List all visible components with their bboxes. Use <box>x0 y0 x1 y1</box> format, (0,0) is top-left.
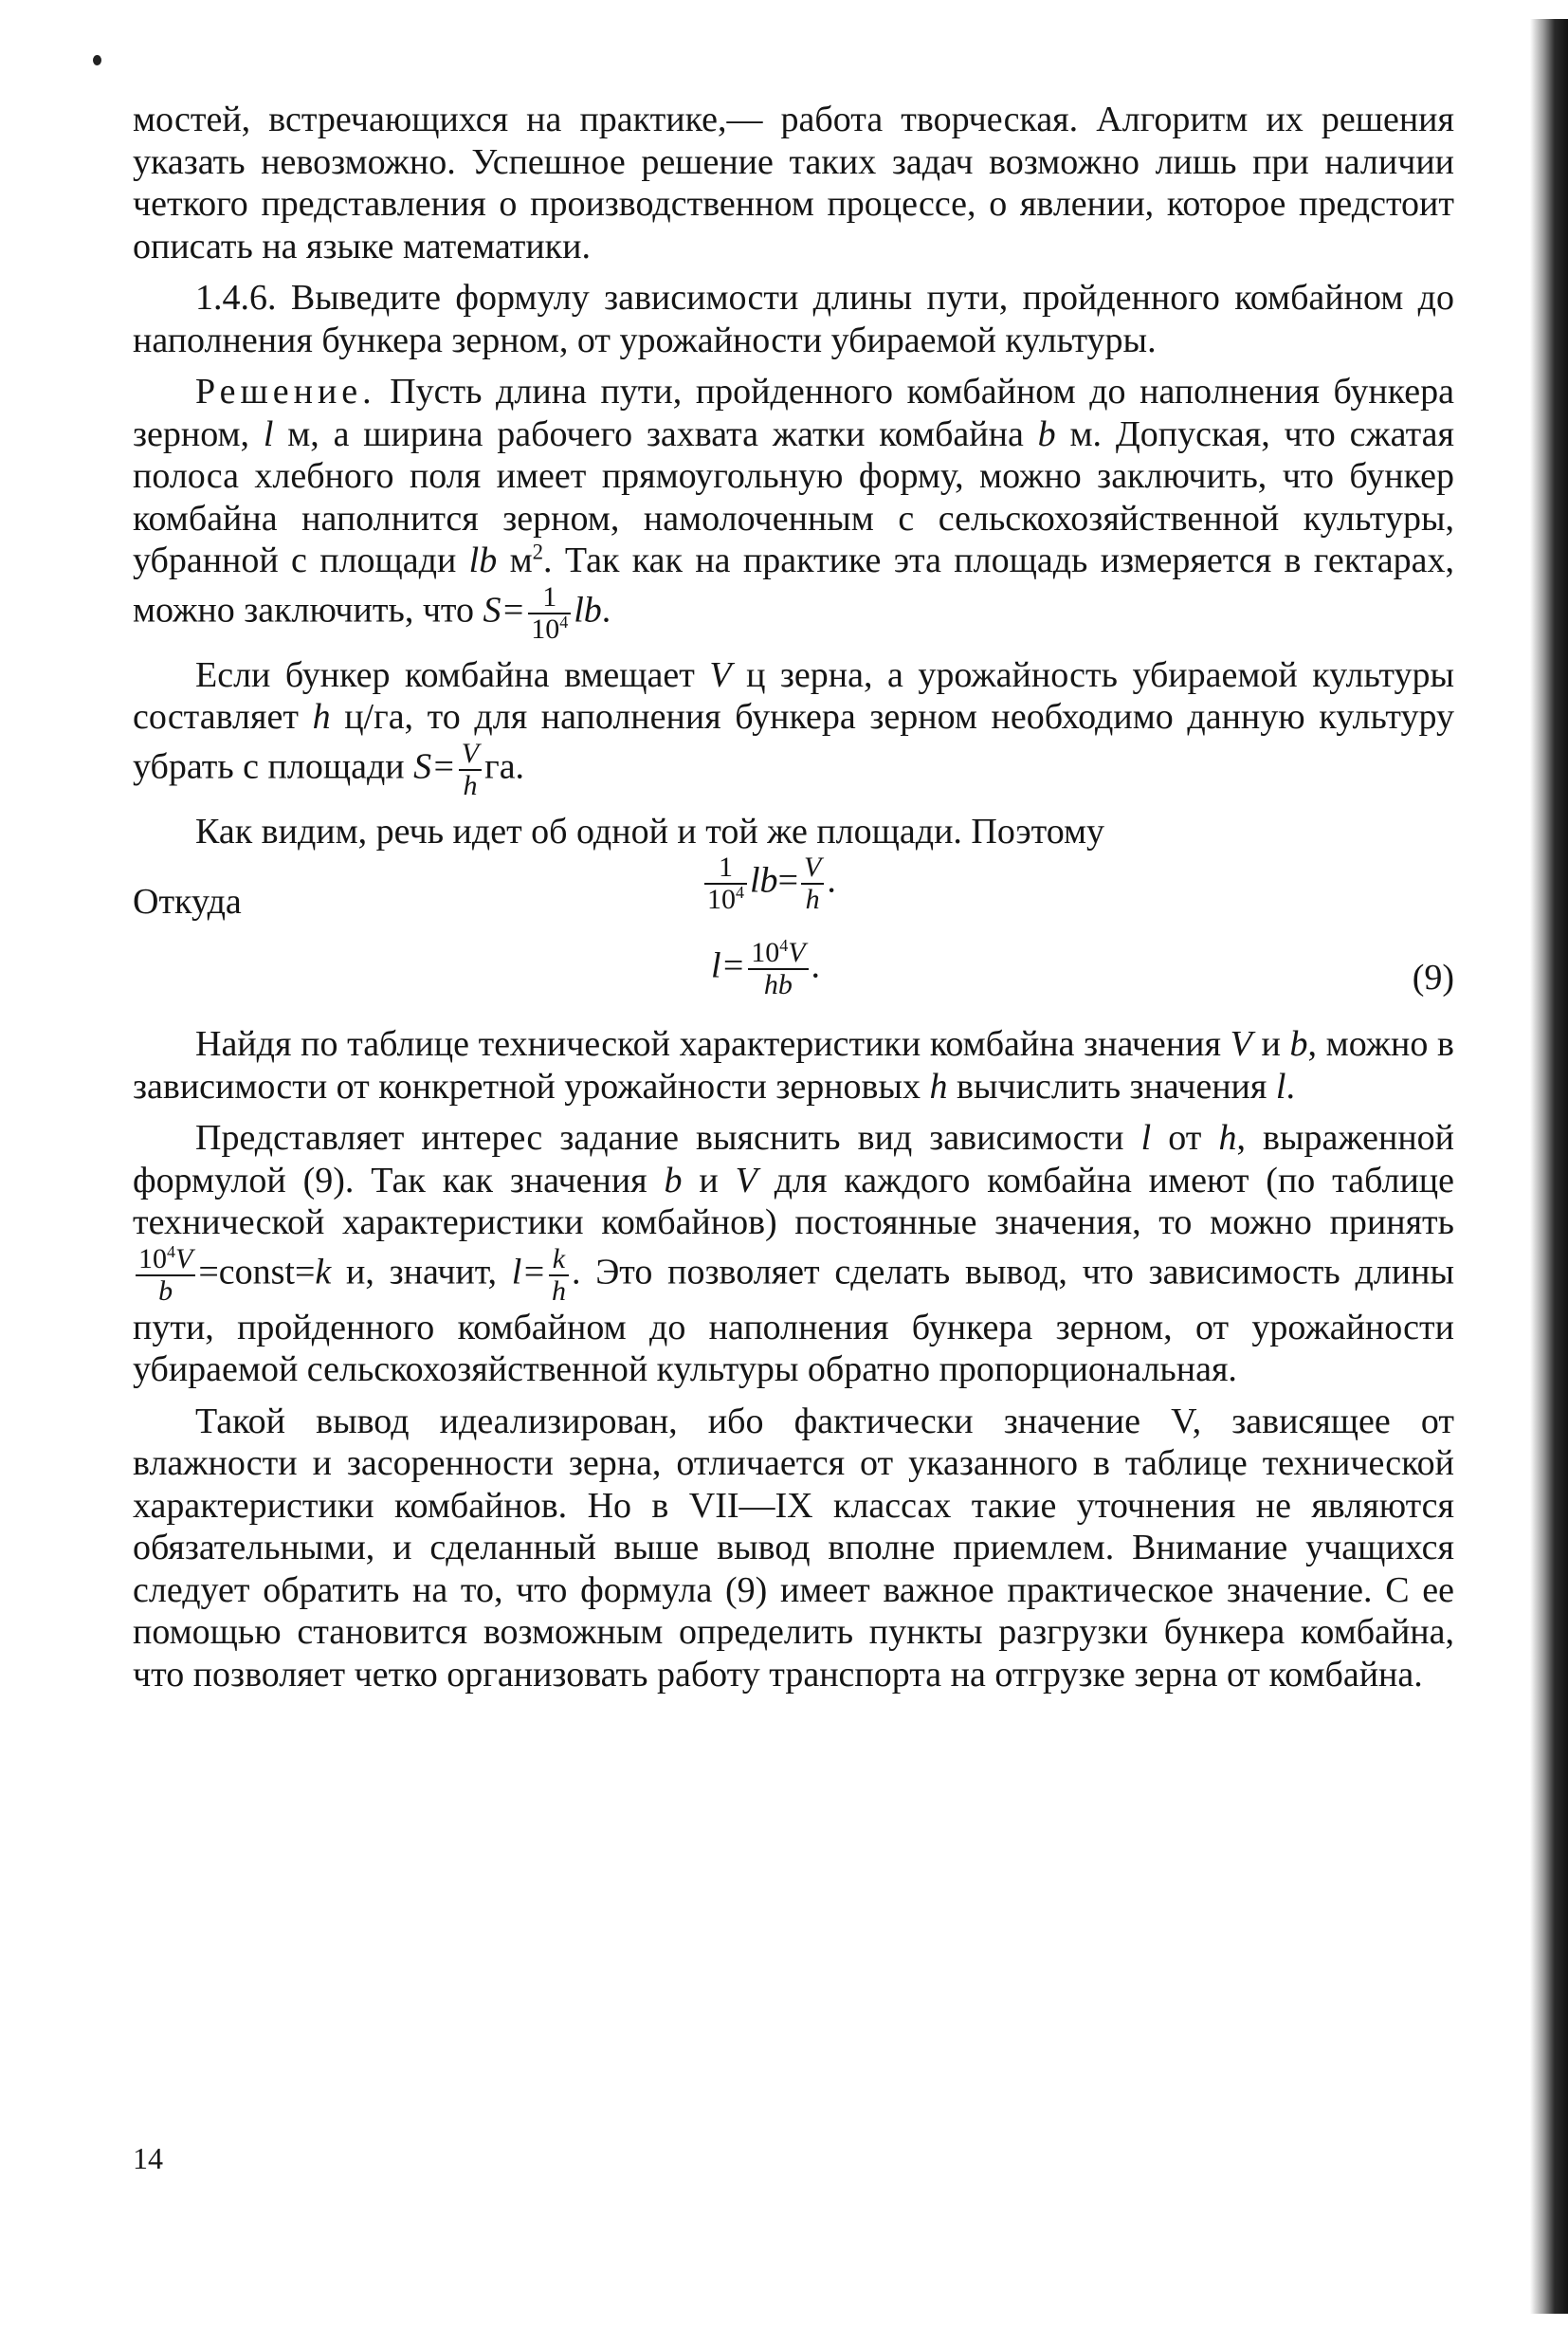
equation-9: l= $\frac{10^4V}{hb}$ . (9) <box>711 936 1454 1000</box>
scan-speck <box>93 55 101 65</box>
equation-area-equality: $\frac{1}{10^4}$ lb= $\frac{V}{h}$ . Откуда <box>133 852 836 922</box>
equation-number: (9) <box>1412 958 1454 998</box>
paragraph-dependence: Представляет интерес задание выяснить вид зависимости l от h, выраженной формулой (9). Так как значения b и V для каждого комбайна имеют (по таблице технической характеристики комбайнов) постоянные значения, то можно принять $\frac{10^4V}{b}$ =const=k и, значит, l= $\frac{k}{h}$ . Это позволяет сделать вывод, что зависимость длины пути, пройденного комбайном до наполнения бункера зерном, от урожайности убираемой сельскохозяйственной культуры обратно пропорциональная. <box>133 1118 1455 1389</box>
problem-1-4-6: 1.4.6. Выведите формулу зависимости длины пути, пройденного комбайном до наполнения бункера зерном, от урожайности убираемой культуры. <box>133 278 1454 360</box>
fraction-V-over-h: $\frac{V}{h}$ <box>459 739 482 801</box>
paragraph-idealized: Такой вывод идеализирован, ибо фактически значение V, зависящее от влажности и засоренности зерна, отличается от указанного в таблице технической характеристики комбайнов. Но в VII—IX классах такие уточнения не являются обязательными, и сделанный выше вывод вполне приемлем. Внимание учащихся следует обратить на то, что формула (9) имеет важное практическое значение. С ее помощью становится возможным определить пункты разгрузки бункера комбайна, что позволяет четко организовать работу транспорта на отгрузке зерна от комбайна. <box>133 1401 1454 1695</box>
whence-label: Откуда <box>133 882 242 922</box>
paragraph-same-area: Как видим, речь идет об одной и той же площади. Поэтому <box>195 811 1105 852</box>
paragraph-table: Найдя по таблице технической характеристики комбайна значения V и b, можно в зависимости от конкретной урожайности зерновых h вычислить значения l. <box>133 1024 1454 1107</box>
paragraph-1: мостей, встречающихся на практике,— работа творческая. Алгоритм их решения указать невозможно. Успешное решение таких задач возможно лишь при наличии четкого представления о производственном процессе, о явлении, которое предстоит описать на языке математики. <box>133 100 1454 266</box>
page-body <box>133 99 1454 1695</box>
scan-dark-edge <box>1530 19 1568 2314</box>
page-number: 14 <box>133 2141 163 2175</box>
paragraph-bunker: Если бункер комбайна вмещает V ц зерна, а урожайность убираемой культуры составляет h ц/га, то для наполнения бункера зерном необходимо данную культуру убрать с площади S= $\frac{V}{h}$ га. <box>133 654 1454 801</box>
solution-label: Решение. <box>195 372 376 412</box>
fraction-1-over-10e4: $\frac{1}{10^4}$ <box>528 582 571 645</box>
solution-paragraph: Решение. Пусть длина пути, пройденного комбайном до наполнения бункера зерном, l м, а ширина рабочего захвата жатки комбайна b м. Допуская, что сжатая полоса хлебного поля имеет прямоугольную форму, можно заключить, что бункер комбайна наполнится зерном, намолоченным с сельскохозяйственной культуры, убранной с площади lb $м^2$. Так как на практике эта площадь измеряется в гектарах, можно заключить, что S= $\frac{1}{10^4}$ lb. <box>133 372 1455 645</box>
